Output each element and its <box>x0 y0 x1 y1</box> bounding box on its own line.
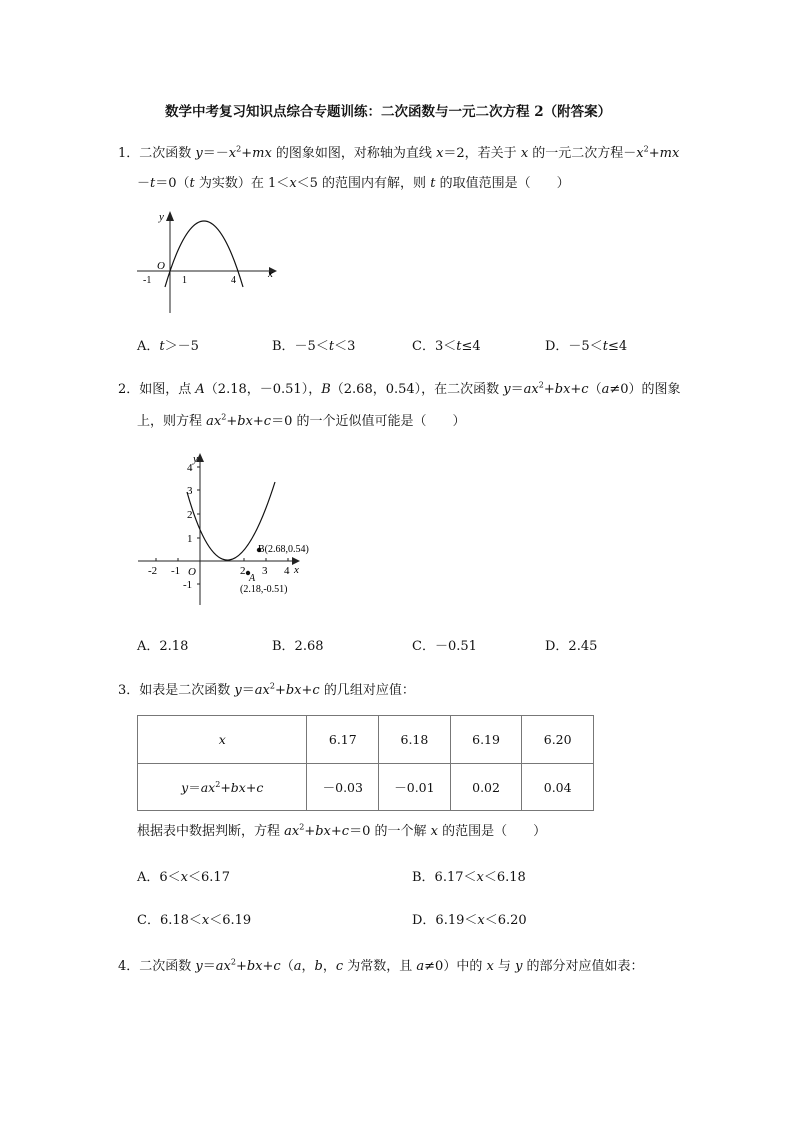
table-row <box>138 716 594 764</box>
q3-option-a[interactable]: A．6＜x＜6.17 <box>137 870 230 885</box>
q2-xtick-2: 2 <box>240 565 246 577</box>
q3-table-cell: 0.02 <box>450 764 522 811</box>
q2-label-a: A <box>249 573 256 584</box>
q2-xtick-3: 3 <box>262 565 268 577</box>
q3-table-cell: 6.19 <box>450 716 522 764</box>
q2-line2: 上，则方程 $ax^2+bx+c=0$ 的一个近似值可能是（ ） <box>137 412 466 429</box>
q1-y-label: y <box>159 211 164 223</box>
q3-table-cell: －0.01 <box>379 764 451 811</box>
q3-table-head-x: x <box>138 716 307 764</box>
q3-table-head-y: $y=ax^2+bx+c$ <box>138 764 307 811</box>
q3-option-d[interactable]: D．6.19＜x＜6.20 <box>412 913 527 928</box>
q3-option-c[interactable]: C．6.18＜x＜6.19 <box>137 913 252 928</box>
q2-xtick-4: 4 <box>284 565 290 577</box>
q2-ytick-4: 4 <box>187 462 193 474</box>
q2-label-b: B(2.68,0.54) <box>258 544 309 555</box>
q1-tick-1: 1 <box>182 275 187 286</box>
q2-option-a[interactable]: A．2.18 <box>137 639 189 654</box>
q1-line2: －t＝0（t 为实数）在 1＜x＜5 的范围内有解，则 t 的取值范围是（ ） <box>137 176 570 191</box>
q2-ytick-2: 2 <box>187 509 193 521</box>
q2-ytick-3: 3 <box>187 485 193 497</box>
q2-line1: 2．如图，点 A（2.18，－0.51），B（2.68，0.54），在二次函数 $y=ax^2+bx+c(a\ne 0)$的图象 <box>118 380 681 397</box>
q1-option-c[interactable]: C．3＜t≤4 <box>412 339 481 354</box>
q1-tick-neg1: -1 <box>143 275 152 286</box>
q2-origin-label: O <box>188 566 196 578</box>
q2-option-c[interactable]: C．－0.51 <box>412 639 477 654</box>
q3-intro: 3．如表是二次函数 $y=ax^2+bx+c$ 的几组对应值： <box>118 681 415 698</box>
q1-parabola-graph <box>135 205 285 315</box>
q2-ytick-neg1: -1 <box>183 579 193 591</box>
q1-option-d[interactable]: D．－5＜t≤4 <box>545 339 628 354</box>
q2-option-b[interactable]: B．2.68 <box>272 639 324 654</box>
page-title: 数学中考复习知识点综合专题训练：二次函数与一元二次方程 2（附答案） <box>165 104 612 120</box>
q4-line: 4．二次函数 $y=ax^2+bx+c(a$，b，c 为常数，且 a≠0）中的 x 与 y 的部分对应值如表： <box>118 957 644 974</box>
q3-follow: 根据表中数据判断，方程 $ax^2+bx+c=0$ 的一个解 x 的范围是（ ） <box>137 822 547 839</box>
q1-tick-4: 4 <box>231 275 236 286</box>
q2-x-label: x <box>294 564 299 576</box>
q2-option-d[interactable]: D．2.45 <box>545 639 598 654</box>
q2-y-label: y <box>193 453 198 465</box>
q3-table-cell: 6.17 <box>307 716 379 764</box>
q2-label-a-coords: (2.18,-0.51) <box>240 584 288 595</box>
q2-xtick-neg1: -1 <box>171 565 181 577</box>
q3-table-cell: 6.20 <box>522 716 594 764</box>
q3-option-b[interactable]: B．6.17＜x＜6.18 <box>412 870 526 885</box>
q1-y-axis-arrow <box>166 211 174 221</box>
q1-x-label: x <box>268 268 273 280</box>
q1-option-b[interactable]: B．－5＜t＜3 <box>272 339 356 354</box>
q1-line1: 1．二次函数 $y=-x^2+mx$ 的图象如图，对称轴为直线 x＝2，若关于 x 的一元二次方程$-x^2+mx$ <box>118 144 680 161</box>
q2-xtick-neg2: -2 <box>148 565 158 577</box>
q2-ytick-1: 1 <box>187 533 193 545</box>
q3-table-cell: －0.03 <box>307 764 379 811</box>
q3-table-cell: 6.18 <box>379 716 451 764</box>
q1-origin-label: O <box>157 260 165 272</box>
q3-value-table <box>137 715 594 811</box>
q3-table-cell: 0.04 <box>522 764 594 811</box>
q2-parabola-graph <box>135 450 320 610</box>
q1-option-a[interactable]: A．t＞－5 <box>137 339 199 354</box>
table-row <box>138 764 594 811</box>
